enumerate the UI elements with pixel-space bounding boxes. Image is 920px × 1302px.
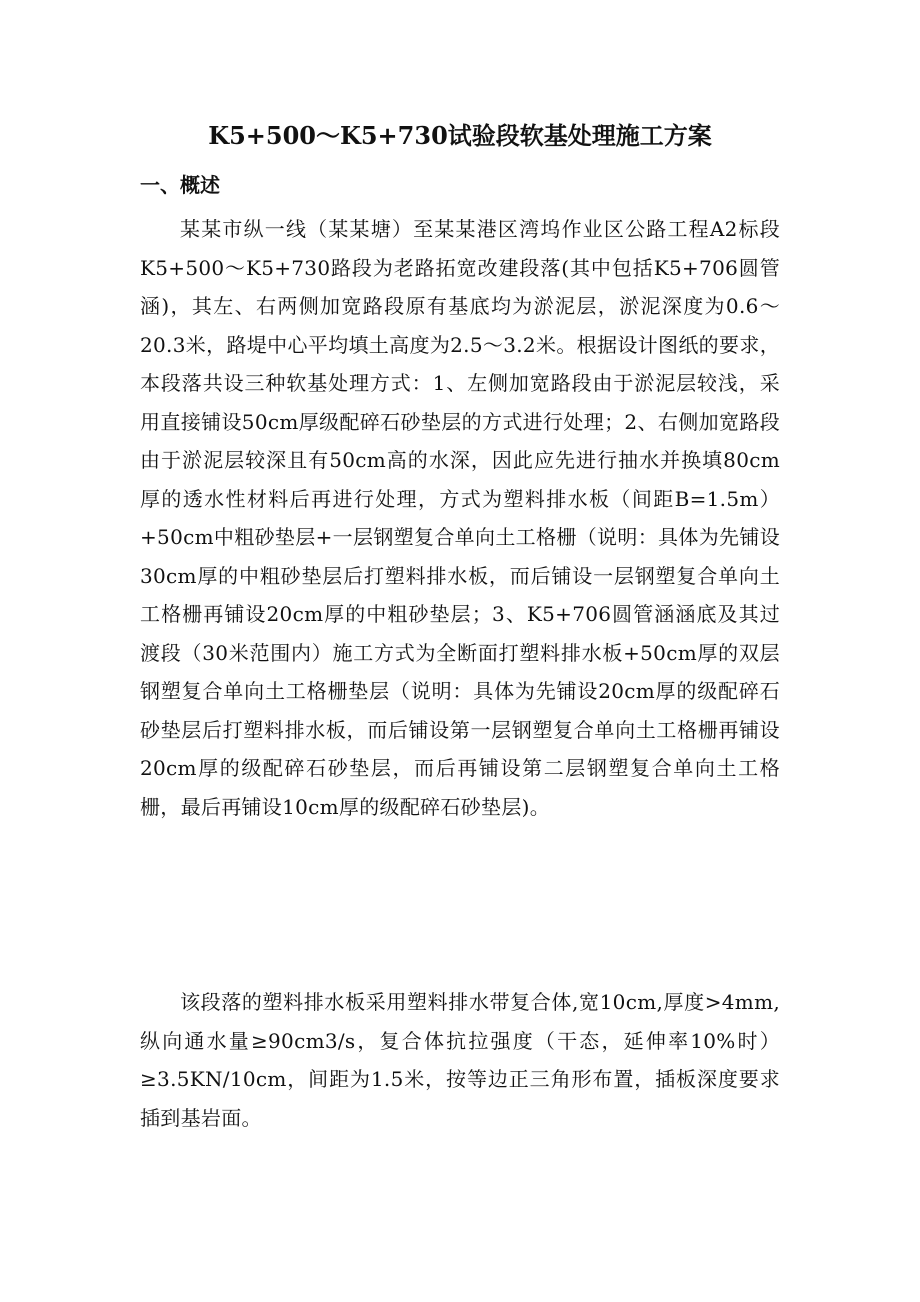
section-heading-overview: 一、概述 — [140, 173, 220, 197]
paragraph-overview-main: 某某市纵一线（某某塘）至某某港区湾坞作业区公路工程A2标段K5+500～K5+730路段为老路拓宽改建段落(其中包括K5+706圆管涵)，其左、右两侧加宽路段原有基底均为淤泥层，淤泥深度为0.6～20.3米，路堤中心平均填土高度为2.5～3.2米。根据设计图纸的要求，本段落共设三种软基处理方式：1、左侧加宽路段由于淤泥层较浅，采用直接铺设50cm厚级配碎石砂垫层的方式进行处理；2、右侧加宽路段由于淤泥层较深且有50cm高的水深，因此应先进行抽水并换填80cm厚的透水性材料后再进行处理，方式为塑料排水板（间距B=1.5m）+50cm中粗砂垫层+一层钢塑复合单向土工格栅（说明：具体为先铺设30cm厚的中粗砂垫层后打塑料排水板，而后铺设一层钢塑复合单向土工格栅再铺设20cm厚的中粗砂垫层；3、K5+706圆管涵涵底及其过渡段（30米范围内）施工方式为全断面打塑料排水板+50cm厚的双层钢塑复合单向土工格栅垫层（说明：具体为先铺设20cm厚的级配碎石砂垫层后打塑料排水板，而后铺设第一层钢塑复合单向土工格栅再铺设20cm厚的级配碎石砂垫层，而后再铺设第二层钢塑复合单向土工格栅，最后再铺设10cm厚的级配碎石砂垫层)。 — [140, 217, 780, 819]
document-title: K5+500～K5+730试验段软基处理施工方案 — [208, 121, 712, 150]
paragraph-drainage-board-spec: 该段落的塑料排水板采用塑料排水带复合体,宽10cm,厚度>4mm,纵向通水量≥90cm3/s，复合体抗拉强度（干态，延伸率10%时）≥3.5KN/10cm，间距为1.5米，按等边正三角形布置，插板深度要求插到基岩面。 — [140, 990, 780, 1130]
